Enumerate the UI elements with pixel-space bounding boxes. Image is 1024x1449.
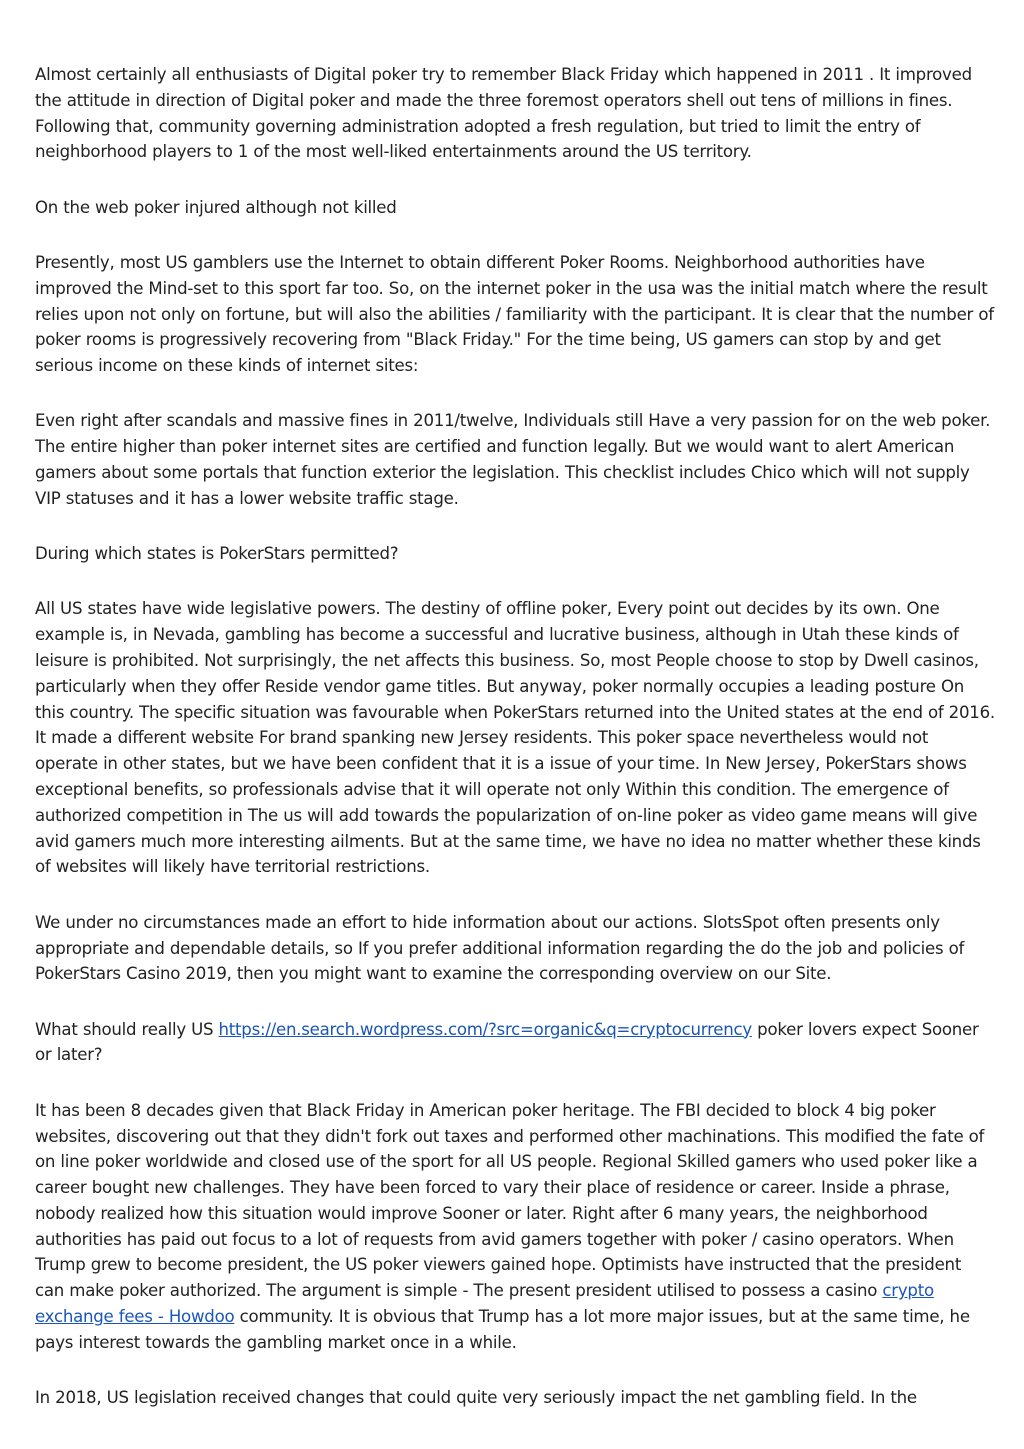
heading-pokerstars-states: During which states is PokerStars permitted? bbox=[35, 544, 399, 564]
wordpress-search-link[interactable]: https://en.search.wordpress.com/?src=organic&q=cryptocurrency bbox=[218, 1019, 752, 1039]
crypto-exchange-fees-link[interactable]: crypto exchange fees - Howdoo bbox=[35, 1281, 934, 1327]
document-body bbox=[35, 62, 995, 1440]
paragraph-black-friday-intro: Almost certainly all enthusiasts of Digital poker try to remember Black Friday which happened in 2011 . It improved the attitude in direction of Digital poker and made the three foremost operators shell out tens of millions in fines. Following that, community governing administration adopted a fresh regulation, but tried to limit the entry of neighborhood players to 1 of the most well-liked entertainments around the US territory. bbox=[35, 65, 972, 162]
paragraph-text-after-link: community. It is obvious that Trump has a lot more major issues, but at the same time, he pays interest towards the gambling market once in a while. bbox=[35, 1307, 970, 1352]
heading-online-poker-injured: On the web poker injured although not killed bbox=[35, 197, 397, 217]
paragraph-state-legislation: All US states have wide legislative powers. The destiny of offline poker, Every point out decides by its own. One example is, in Nevada, gambling has become a successful and lucrative business, although in Utah these kinds of leisure is prohibited. Not surprisingly, the net affects this business. So, most People choose to stop by Dwell casinos, particularly when they offer Reside vendor game titles. But anyway, poker normally occupies a leading posture On this country. The specific situation was favourable when PokerStars returned into the United states at the end of 2016. It made a different website For brand spanking new Jersey residents. This poker space nevertheless would not operate in other states, but we have been confident that it is a issue of your time. In New Jersey, PokerStars shows exceptional benefits, so professionals advise that it will operate not only Within this condition. The emergence of authorized competition in The us will add towards the popularization of on-line poker as video game means will give avid gamers much more interesting ailments. But at the same time, we have no idea no matter whether these kinds of websites will likely have territorial restrictions. bbox=[35, 599, 995, 877]
paragraph-slotsspot-info: We under no circumstances made an effort to hide information about our actions. SlotsSpot often presents only appropriate and dependable details, so If you prefer additional information regarding the do the job and policies of PokerStars Casino 2019, then you might want to examine the corresponding overview on our Site. bbox=[35, 912, 965, 984]
paragraph-black-friday-history bbox=[35, 1098, 995, 1356]
paragraph-text-before-link: It has been 8 decades given that Black Friday in American poker heritage. The FBI decided to block 4 big poker websites, discovering out that they didn't fork out taxes and performed other machinations. This modified the fate of on line poker worldwide and closed use of the sport for all US people. Regional Skilled gamers who used poker like a career bought new challenges. They have been forced to vary their place of residence or career. Inside a phrase, nobody realized how this situation would improve Sooner or later. Right after 6 many years, the neighborhood authorities has paid out focus to a lot of requests from avid gamers together with poker / casino operators. When Trump grew to become president, the US poker viewers gained hope. Optimists have instructed that the president can make poker authorized. The argument is simple - The present president utilised to possess a casino bbox=[35, 1100, 985, 1301]
heading-us-poker-expectations bbox=[35, 1017, 995, 1069]
heading-text-after-link: poker lovers expect Sooner or later? bbox=[35, 1019, 979, 1065]
paragraph-us-gamblers: Presently, most US gamblers use the Internet to obtain different Poker Rooms. Neighborhood authorities have improved the Mind-set to this sport far too. So, on the internet poker in the usa was the initial match where the result relies upon not only on fortune, but will also the abilities / familiarity with the participant. It is clear that the number of poker rooms is progressively recovering from "Black Friday." For the time being, US gamers can stop by and get serious income on these kinds of internet sites: bbox=[35, 252, 994, 376]
paragraph-scandals-fines: Even right after scandals and massive fines in 2011/twelve, Individuals still Have a very passion for on the web poker. The entire higher than poker internet sites are certified and function legally. But we would want to alert American gamers about some portals that function exterior the legislation. This checklist includes Chico which will not supply VIP statuses and it has a lower website traffic stage. bbox=[35, 411, 991, 508]
heading-text-before-link: What should really US bbox=[35, 1019, 219, 1039]
paragraph-2018-legislation: In 2018, US legislation received changes that could quite very seriously impact the net gambling field. In the bbox=[35, 1388, 917, 1408]
